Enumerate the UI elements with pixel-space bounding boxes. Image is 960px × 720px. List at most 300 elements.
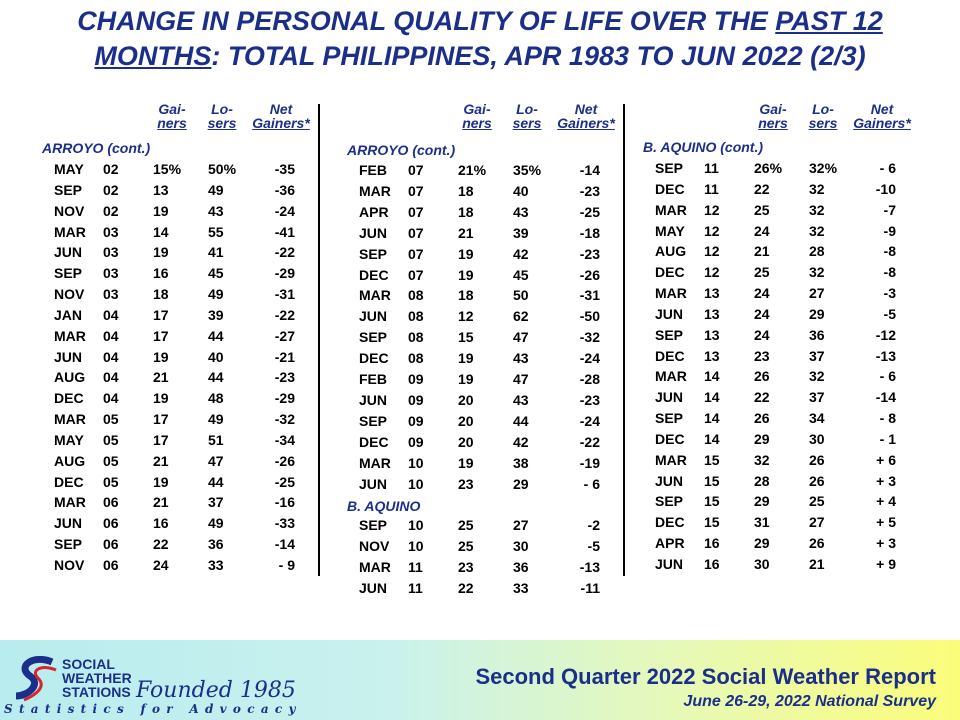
cell-losers: 38 [513,454,529,471]
cell-year: 03 [103,244,119,261]
table-row [0,451,320,471]
cell-losers: 26 [809,535,825,552]
cell-month: SEP [359,412,388,429]
table-row [0,555,320,575]
cell-month: MAR [359,287,391,304]
header-losers: Lo- sers [808,101,838,131]
cell-losers: 49 [208,411,224,428]
founded-text: Founded 1985 [136,678,296,703]
cell-losers: 27 [513,517,529,534]
cell-net: -14 [579,162,600,178]
cell-net: + 5 [876,514,896,531]
cell-month: SEP [655,410,684,427]
logo-line2: WEATHER [62,670,132,686]
table-row [305,474,625,494]
cell-year: 06 [103,515,119,532]
cell-gainers: 25 [754,264,770,281]
cell-net: -10 [875,180,896,197]
cell-net: + 9 [876,555,896,572]
table-row [0,513,320,533]
header-net-gainers: Net Gainers* [853,101,911,131]
cell-losers: 43 [208,202,224,219]
cell-year: 16 [704,555,720,572]
table-row [305,160,625,180]
title-line1: CHANGE IN PERSONAL QUALITY OF LIFE OVER THE [77,6,776,36]
cell-gainers: 22 [754,180,770,197]
title-underlined-2: MONTHS [94,41,212,71]
table-row [0,472,320,492]
table-row [601,158,921,178]
cell-month: MAR [655,368,687,385]
tagline: Statistics for Advocacy [4,702,302,716]
cell-year: 09 [408,391,424,408]
cell-losers: 48 [208,390,224,407]
cell-gainers: 18 [153,286,169,303]
cell-year: 11 [408,580,423,596]
cell-net: -2 [587,517,600,534]
cell-losers: 40 [513,182,529,199]
cell-gainers: 16 [153,515,169,532]
header-gainers: Gai- ners [758,101,788,131]
cell-losers: 55 [208,223,224,240]
cell-net: - 1 [879,430,896,447]
cell-year: 13 [704,326,720,343]
table-row [0,430,320,450]
cell-month: JUN [655,472,684,489]
cell-month: JUN [359,391,388,408]
table-row [601,471,921,491]
cell-net: - 6 [879,368,896,385]
cell-net: -23 [579,245,600,262]
sws-logo-icon [12,656,60,702]
table-column-2 [305,0,625,600]
cell-gainers: 19 [458,454,474,471]
cell-month: APR [359,203,389,220]
cell-year: 15 [704,472,720,489]
cell-month: MAR [655,451,687,468]
table-row [305,181,625,201]
table-row [305,411,625,431]
cell-month: SEP [655,326,684,343]
cell-net: -8 [883,264,896,281]
cell-losers: 45 [208,265,224,282]
cell-net: -31 [274,286,295,303]
table-row [305,453,625,473]
cell-gainers: 18 [458,287,474,304]
table-column-3 [601,0,921,600]
table-row [601,512,921,532]
cell-month: DEC [54,473,84,490]
cell-gainers: 19 [458,245,474,262]
cell-gainers: 26 [754,368,770,385]
cell-month: SEP [359,329,388,346]
cell-losers: 37 [208,494,224,511]
cell-month: SEP [655,160,684,176]
cell-gainers: 24 [153,556,169,573]
table-row [601,262,921,282]
table-row [601,554,921,574]
cell-losers: 37 [809,347,825,364]
cell-gainers: 23 [754,347,770,364]
table-row [601,221,921,241]
cell-losers: 43 [513,203,529,220]
table-row [0,492,320,512]
cell-losers: 62 [513,308,529,325]
cell-losers: 44 [208,369,224,386]
cell-net: -50 [579,308,600,325]
cell-net: -14 [274,536,295,553]
cell-losers: 27 [809,285,825,302]
cell-gainers: 22 [153,536,169,553]
cell-gainers: 24 [754,326,770,343]
cell-net: -11 [580,580,600,596]
cell-net: - 6 [583,475,600,492]
cell-year: 06 [103,556,119,573]
section-label: B. AQUINO (cont.) [643,139,764,155]
cell-year: 07 [408,224,424,241]
cell-gainers: 25 [458,517,474,534]
cell-gainers: 23 [458,475,474,492]
cell-month: MAR [655,201,687,218]
cell-year: 04 [103,390,119,407]
cell-net: -24 [579,350,600,367]
cell-net: -21 [274,348,295,365]
table-row [0,159,320,179]
cell-month: JAN [54,306,83,323]
cell-losers: 42 [513,433,529,450]
cell-losers: 43 [513,350,529,367]
table-row [0,534,320,554]
table-row [601,304,921,324]
cell-year: 14 [704,410,720,427]
cell-month: MAR [54,494,86,511]
cell-month: DEC [655,514,685,531]
cell-year: 12 [704,201,720,218]
cell-month: DEC [655,430,685,447]
cell-year: 04 [103,369,119,386]
cell-month: DEC [655,180,685,197]
cell-losers: 49 [208,181,224,198]
cell-gainers: 25 [754,201,770,218]
cell-month: MAR [359,182,391,199]
table-row [601,241,921,261]
header-losers: Lo- sers [512,101,542,131]
cell-net: -29 [274,390,295,407]
cell-year: 15 [704,514,720,531]
cell-month: AUG [54,452,86,469]
cell-year: 12 [704,243,720,260]
table-row [0,367,320,387]
cell-net: + 3 [876,535,896,552]
cell-net: -36 [274,181,295,198]
cell-month: JUN [359,580,388,596]
cell-year: 11 [704,160,719,176]
cell-month: MAR [54,411,86,428]
cell-losers: 50 [513,287,529,304]
cell-year: 03 [103,223,119,240]
cell-losers: 30 [809,430,825,447]
cell-year: 03 [103,286,119,303]
cell-gainers: 24 [754,222,770,239]
cell-year: 14 [704,389,720,406]
cell-month: DEC [655,347,685,364]
table-row [601,325,921,345]
cell-net: -32 [274,411,295,428]
cell-year: 05 [103,431,119,448]
cell-year: 11 [408,559,423,576]
column-divider-1 [318,104,320,576]
cell-year: 15 [704,451,720,468]
table-row [305,557,625,577]
cell-losers: 29 [809,305,825,322]
cell-year: 05 [103,473,119,490]
cell-losers: 28 [809,243,825,260]
cell-losers: 32 [809,201,825,218]
logo-line3: STATIONS [62,684,131,700]
cell-gainers: 21 [153,369,169,386]
cell-net: -23 [274,369,295,386]
cell-month: FEB [359,371,387,387]
cell-year: 07 [408,182,424,199]
cell-month: MAR [54,327,86,344]
cell-year: 02 [103,161,119,177]
cell-year: 16 [704,535,720,552]
cell-gainers: 17 [153,306,169,323]
cell-gainers: 29 [754,535,770,552]
cell-year: 08 [408,350,424,367]
cell-losers: 41 [208,244,224,261]
cell-gainers: 26 [754,410,770,427]
table-row [0,180,320,200]
table-row [0,263,320,283]
cell-gainers: 29 [754,493,770,510]
cell-month: NOV [54,202,85,219]
cell-losers: 36 [513,559,529,576]
cell-month: JUN [359,224,388,241]
header-losers: Lo- sers [207,101,237,131]
cell-year: 04 [103,306,119,323]
cell-net: -3 [883,285,896,302]
cell-net: -16 [274,494,295,511]
cell-year: 12 [704,222,720,239]
cell-net: -14 [875,389,896,406]
cell-month: SEP [359,517,388,534]
cell-month: JUN [655,305,684,322]
cell-year: 13 [704,305,720,322]
table-row [601,408,921,428]
title-line2: : TOTAL PHILIPPINES, APR 1983 TO JUN 2022 (2/3) [211,41,866,71]
cell-losers: 50% [208,161,237,177]
cell-month: NOV [54,556,85,573]
cell-losers: 44 [513,412,529,429]
cell-gainers: 30 [754,555,770,572]
section-label: ARROYO (cont.) [42,140,151,156]
cell-year: 09 [408,412,424,429]
cell-gainers: 22 [458,580,474,596]
table-row [601,346,921,366]
cell-net: -5 [587,538,600,555]
cell-year: 13 [704,285,720,302]
table-row [0,347,320,367]
cell-net: -13 [579,559,600,576]
table-row [0,242,320,262]
table-row [601,533,921,553]
cell-losers: 36 [208,536,224,553]
cell-losers: 36 [809,326,825,343]
cell-net: -35 [274,161,295,177]
cell-net: -18 [579,224,600,241]
header-gainers: Gai- ners [462,101,492,131]
cell-losers: 47 [208,452,224,469]
cell-month: MAR [655,285,687,302]
cell-gainers: 20 [458,391,474,408]
table-row [305,369,625,389]
cell-net: -23 [579,391,600,408]
cell-month: JUN [54,348,83,365]
cell-month: AUG [655,243,687,260]
cell-losers: 39 [208,306,224,323]
cell-net: -22 [274,244,295,261]
cell-gainers: 12 [458,308,474,325]
table-row [0,409,320,429]
cell-month: DEC [359,433,389,450]
cell-gainers: 15% [153,161,182,177]
cell-year: 10 [408,517,424,534]
cell-losers: 21 [809,555,825,572]
cell-year: 07 [408,266,424,283]
table-row [305,432,625,452]
cell-losers: 29 [513,475,529,492]
cell-month: JUN [359,308,388,325]
cell-losers: 34 [809,410,825,427]
cell-year: 03 [103,265,119,282]
cell-gainers: 19 [153,348,169,365]
cell-month: SEP [359,245,388,262]
cell-month: JUN [54,515,83,532]
cell-year: 07 [408,162,424,178]
cell-net: -29 [274,265,295,282]
cell-gainers: 14 [153,223,169,240]
table-row [601,200,921,220]
cell-month: SEP [54,181,83,198]
cell-net: -13 [875,347,896,364]
cell-net: - 9 [278,556,295,573]
cell-losers: 32% [809,160,838,176]
cell-net: -22 [274,306,295,323]
cell-year: 10 [408,454,424,471]
cell-month: MAR [359,559,391,576]
section-label: B. AQUINO [347,498,421,515]
cell-month: MAR [54,223,86,240]
cell-year: 15 [704,493,720,510]
cell-gainers: 21% [458,162,487,178]
cell-net: -22 [579,433,600,450]
table-row [601,366,921,386]
table-row [305,348,625,368]
cell-year: 09 [408,371,424,387]
cell-gainers: 25 [458,538,474,555]
cell-losers: 32 [809,264,825,281]
cell-year: 10 [408,538,424,555]
cell-month: SEP [54,265,83,282]
cell-gainers: 20 [458,412,474,429]
cell-net: + 6 [876,451,896,468]
cell-net: -25 [579,203,600,220]
cell-losers: 43 [513,391,529,408]
logo-line1: SOCIAL [62,656,115,672]
cell-year: 02 [103,202,119,219]
table-row [601,491,921,511]
header-net-gainers: Net Gainers* [557,101,615,131]
cell-gainers: 28 [754,472,770,489]
cell-month: AUG [54,369,86,386]
cell-gainers: 19 [153,244,169,261]
cell-month: SEP [655,493,684,510]
cell-gainers: 13 [153,181,169,198]
cell-net: -12 [875,326,896,343]
cell-gainers: 19 [153,473,169,490]
cell-net: -26 [274,452,295,469]
cell-gainers: 16 [153,265,169,282]
cell-month: JUN [655,555,684,572]
cell-year: 09 [408,433,424,450]
cell-year: 04 [103,327,119,344]
table-row [305,223,625,243]
cell-losers: 47 [513,329,529,346]
table-row [305,285,625,305]
cell-losers: 26 [809,472,825,489]
cell-month: MAY [54,161,84,177]
cell-gainers: 31 [754,514,770,531]
cell-year: 08 [408,308,424,325]
cell-gainers: 29 [754,430,770,447]
cell-losers: 30 [513,538,529,555]
cell-net: -23 [579,182,600,199]
table-row [601,387,921,407]
table-row [601,179,921,199]
cell-year: 05 [103,411,119,428]
cell-year: 07 [408,203,424,220]
cell-net: -8 [883,243,896,260]
cell-gainers: 17 [153,431,169,448]
cell-gainers: 21 [153,494,169,511]
column-divider-2 [623,104,625,576]
table-row [305,515,625,535]
cell-net: -41 [274,223,295,240]
cell-year: 11 [704,180,719,197]
cell-year: 08 [408,287,424,304]
cell-losers: 33 [513,580,529,596]
cell-losers: 37 [809,389,825,406]
table-row [305,390,625,410]
cell-gainers: 20 [458,433,474,450]
cell-net: -19 [579,454,600,471]
cell-net: -34 [274,431,295,448]
cell-gainers: 23 [458,559,474,576]
cell-net: -28 [579,371,600,387]
table-row [0,305,320,325]
cell-net: - 6 [879,160,896,176]
cell-losers: 25 [809,493,825,510]
cell-net: -25 [274,473,295,490]
table-row [601,450,921,470]
cell-net: -9 [883,222,896,239]
cell-gainers: 19 [153,202,169,219]
cell-month: MAR [359,454,391,471]
cell-losers: 33 [208,556,224,573]
cell-net: -27 [274,327,295,344]
cell-gainers: 21 [458,224,474,241]
